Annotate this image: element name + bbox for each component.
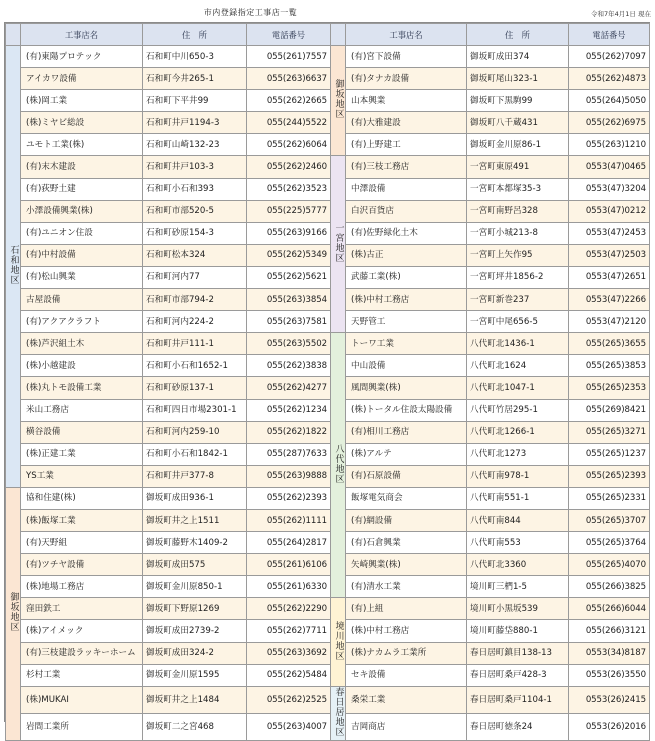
right-region-label [331, 333, 346, 598]
right-address: 八代町北3360 [467, 554, 569, 576]
left-phone: 055(262)5621 [247, 266, 331, 288]
left-contractor-name: (株)芦沢組土木 [21, 333, 143, 355]
region-name: 一宮地区 [333, 222, 344, 263]
left-phone: 055(263)3692 [247, 642, 331, 664]
left-contractor-name: 横谷設備 [21, 421, 143, 443]
region-name: 石和地区 [8, 244, 19, 285]
right-region-label [331, 686, 346, 740]
left-address: 御坂町下野原1269 [143, 598, 247, 620]
right-address: 御坂町八千蔵431 [467, 112, 569, 134]
right-address: 境川町藤垈880-1 [467, 620, 569, 642]
left-address: 石和町河内224-2 [143, 311, 247, 333]
right-contractor-name: 中澤設備 [346, 178, 467, 200]
left-address: 石和町山崎132-23 [143, 134, 247, 156]
right-address: 境川町小黒坂539 [467, 598, 569, 620]
right-phone: 055(266)6044 [569, 598, 650, 620]
left-tel-header: 電話番号 [247, 24, 331, 46]
right-phone: 055(265)3655 [569, 333, 650, 355]
table-row [6, 289, 650, 311]
table-header-row [6, 24, 650, 46]
right-addr-header: 住 所 [467, 24, 569, 46]
left-phone: 055(263)3854 [247, 289, 331, 311]
right-address: 八代町北1047-1 [467, 377, 569, 399]
left-address: 御坂町金川原850-1 [143, 576, 247, 598]
right-address: 春日居町桑戸428-3 [467, 664, 569, 686]
left-contractor-name: (株)MUKAI [21, 686, 143, 713]
right-address: 御坂町尾山323-1 [467, 68, 569, 90]
right-contractor-name: 白沢百貨店 [346, 200, 467, 222]
left-addr-header: 住 所 [143, 24, 247, 46]
right-phone: 0553(47)2266 [569, 289, 650, 311]
left-phone: 055(262)5484 [247, 664, 331, 686]
left-contractor-name: 古屋設備 [21, 289, 143, 311]
right-tel-header: 電話番号 [569, 24, 650, 46]
table-row [6, 266, 650, 288]
right-address: 一宮町中尾656-5 [467, 311, 569, 333]
table-body [6, 46, 650, 741]
right-phone: 055(266)3825 [569, 576, 650, 598]
right-contractor-name: 風間興業(株) [346, 377, 467, 399]
table-row [6, 576, 650, 598]
table-row [6, 311, 650, 333]
left-phone: 055(287)7633 [247, 443, 331, 465]
right-contractor-name: 中山設備 [346, 355, 467, 377]
table-row [6, 421, 650, 443]
right-contractor-name: (有)網設備 [346, 509, 467, 531]
left-region-header [6, 24, 21, 46]
table-row [6, 509, 650, 531]
left-contractor-name: (株)岡工業 [21, 90, 143, 112]
left-address: 石和町井戸103-3 [143, 156, 247, 178]
left-phone: 055(263)7581 [247, 311, 331, 333]
left-contractor-name: (有)ツチヤ設備 [21, 554, 143, 576]
table-row [6, 68, 650, 90]
right-address: 八代町北1273 [467, 443, 569, 465]
right-address: 春日居町桑戸1104-1 [467, 686, 569, 713]
right-address: 境川町三椚1-5 [467, 576, 569, 598]
left-address: 御坂町成田936-1 [143, 487, 247, 509]
left-contractor-name: (有)東陽プロテック [21, 46, 143, 68]
left-phone: 055(261)7557 [247, 46, 331, 68]
table-row [6, 134, 650, 156]
right-address: 一宮町東原491 [467, 156, 569, 178]
right-address: 一宮町本都塚35-3 [467, 178, 569, 200]
right-contractor-name: (有)佐野緑化土木 [346, 222, 467, 244]
table-row [6, 399, 650, 421]
left-address: 石和町下平井99 [143, 90, 247, 112]
left-contractor-name: ユモト工業(株) [21, 134, 143, 156]
left-phone: 055(262)2393 [247, 487, 331, 509]
right-address: 八代町北1624 [467, 355, 569, 377]
left-address: 石和町四日市場2301-1 [143, 399, 247, 421]
left-contractor-name: (有)三枝建設ラッキーホーム [21, 642, 143, 664]
left-phone: 055(263)4007 [247, 713, 331, 740]
left-phone: 055(262)2290 [247, 598, 331, 620]
left-contractor-name: 杉村工業 [21, 664, 143, 686]
left-contractor-name: YS工業 [21, 465, 143, 487]
table-row [6, 244, 650, 266]
right-contractor-name: 飯塚電気商会 [346, 487, 467, 509]
right-address: 春日居町鎮目138-13 [467, 642, 569, 664]
left-contractor-name: (株)飯塚工業 [21, 509, 143, 531]
left-contractor-name: (株)正建工業 [21, 443, 143, 465]
left-contractor-name: 協和住建(株) [21, 487, 143, 509]
right-phone: 0553(47)0465 [569, 156, 650, 178]
left-phone: 055(262)2665 [247, 90, 331, 112]
region-name: 御坂地区 [333, 79, 344, 120]
right-phone: 0553(26)2415 [569, 686, 650, 713]
right-contractor-name: 矢崎興業(株) [346, 554, 467, 576]
right-contractor-name: (有)宮下設備 [346, 46, 467, 68]
left-address: 石和町河内77 [143, 266, 247, 288]
left-address: 石和町河内259-10 [143, 421, 247, 443]
left-address: 御坂町井之上1511 [143, 509, 247, 531]
right-contractor-name: (株)ナカムラ工業所 [346, 642, 467, 664]
right-phone: 055(265)3853 [569, 355, 650, 377]
left-address: 石和町中川650-3 [143, 46, 247, 68]
right-address: 御坂町成田374 [467, 46, 569, 68]
left-contractor-name: (株)小越建設 [21, 355, 143, 377]
left-phone: 055(262)2525 [247, 686, 331, 713]
right-address: 八代町南844 [467, 509, 569, 531]
left-phone: 055(262)3523 [247, 178, 331, 200]
right-phone: 055(269)8421 [569, 399, 650, 421]
right-phone: 0553(47)3204 [569, 178, 650, 200]
right-address: 一宮町新巻237 [467, 289, 569, 311]
left-phone: 055(261)6106 [247, 554, 331, 576]
left-address: 御坂町成田2739-2 [143, 620, 247, 642]
right-contractor-name: 桑栄工業 [346, 686, 467, 713]
right-contractor-name: 山本興業 [346, 90, 467, 112]
table-row [6, 200, 650, 222]
left-phone: 055(263)9166 [247, 222, 331, 244]
right-phone: 055(262)6975 [569, 112, 650, 134]
left-phone: 055(263)6637 [247, 68, 331, 90]
left-address: 石和町井戸111-1 [143, 333, 247, 355]
table-row [6, 664, 650, 686]
right-contractor-name: (有)上野建工 [346, 134, 467, 156]
left-address: 御坂町藤野木1409-2 [143, 532, 247, 554]
right-phone: 055(262)4873 [569, 68, 650, 90]
right-phone: 055(263)1210 [569, 134, 650, 156]
left-contractor-name: (有)末木建設 [21, 156, 143, 178]
table-row [6, 465, 650, 487]
left-contractor-name: 米山工務店 [21, 399, 143, 421]
right-phone: 0553(47)2503 [569, 244, 650, 266]
right-phone: 0553(47)0212 [569, 200, 650, 222]
right-phone: 055(262)7097 [569, 46, 650, 68]
right-contractor-name: 天野管工 [346, 311, 467, 333]
right-phone: 0553(34)8187 [569, 642, 650, 664]
right-phone: 0553(47)2453 [569, 222, 650, 244]
table-row [6, 443, 650, 465]
left-address: 御坂町成田324-2 [143, 642, 247, 664]
left-address: 石和町小石和393 [143, 178, 247, 200]
left-phone: 055(264)2817 [247, 532, 331, 554]
left-phone: 055(262)5349 [247, 244, 331, 266]
table-row [6, 46, 650, 68]
left-address: 御坂町二之宮468 [143, 713, 247, 740]
right-region-label [331, 598, 346, 686]
left-address: 石和町今井265-1 [143, 68, 247, 90]
left-contractor-name: (株)丸トモ設備工業 [21, 377, 143, 399]
right-address: 一宮町小城213-8 [467, 222, 569, 244]
right-phone: 055(265)2353 [569, 377, 650, 399]
right-address: 八代町南551-1 [467, 487, 569, 509]
left-region-label [6, 46, 21, 488]
right-address: 八代町南978-1 [467, 465, 569, 487]
date-label: 令和7年4月1日 現在 [591, 10, 651, 18]
right-address: 八代町竹居295-1 [467, 399, 569, 421]
right-contractor-name: (株)アルテ [346, 443, 467, 465]
left-address: 石和町砂原154-3 [143, 222, 247, 244]
left-contractor-name: 岩間工業所 [21, 713, 143, 740]
table-row [6, 112, 650, 134]
left-contractor-name: (有)天野組 [21, 532, 143, 554]
right-phone: 055(266)3121 [569, 620, 650, 642]
left-phone: 055(262)3838 [247, 355, 331, 377]
table-row [6, 686, 650, 713]
left-contractor-name: (有)中村設備 [21, 244, 143, 266]
header-bar [18, 6, 483, 19]
left-address: 石和町井戸1194-3 [143, 112, 247, 134]
left-region-label [6, 487, 21, 740]
table-row [6, 377, 650, 399]
left-address: 石和町市部794-2 [143, 289, 247, 311]
left-address: 石和町小石和1652-1 [143, 355, 247, 377]
region-name: 境川地区 [333, 620, 344, 661]
table-row [6, 487, 650, 509]
right-contractor-name: (有)相川工務店 [346, 421, 467, 443]
right-phone: 055(265)3271 [569, 421, 650, 443]
table-row [6, 598, 650, 620]
right-contractor-name: (有)清水工業 [346, 576, 467, 598]
right-contractor-name: セキ設備 [346, 664, 467, 686]
left-contractor-name: (株)ミヤビ総設 [21, 112, 143, 134]
left-address: 石和町松本324 [143, 244, 247, 266]
right-contractor-name: (有)大雅建設 [346, 112, 467, 134]
right-contractor-name: トーワ工業 [346, 333, 467, 355]
right-contractor-name: (株)中村工務店 [346, 289, 467, 311]
right-contractor-name: (有)石原設備 [346, 465, 467, 487]
region-name: 御坂地区 [8, 592, 19, 633]
left-phone: 055(244)5522 [247, 112, 331, 134]
right-phone: 0553(26)3550 [569, 664, 650, 686]
table-row [6, 713, 650, 740]
left-phone: 055(225)5777 [247, 200, 331, 222]
right-phone: 055(265)1237 [569, 443, 650, 465]
left-phone: 055(262)1111 [247, 509, 331, 531]
right-contractor-name: (株)中村工務店 [346, 620, 467, 642]
right-contractor-name: (有)石倉興業 [346, 532, 467, 554]
right-contractor-name: 吉岡商店 [346, 713, 467, 740]
left-contractor-name: (株)アイメック [21, 620, 143, 642]
left-address: 御坂町成田575 [143, 554, 247, 576]
right-phone: 0553(26)2016 [569, 713, 650, 740]
right-phone: 0553(47)2120 [569, 311, 650, 333]
left-contractor-name: (有)ユニオン住設 [21, 222, 143, 244]
right-address: 春日居町徳条24 [467, 713, 569, 740]
left-phone: 055(261)6330 [247, 576, 331, 598]
left-contractor-name: 窪田鉄工 [21, 598, 143, 620]
table-row [6, 532, 650, 554]
left-phone: 055(262)2460 [247, 156, 331, 178]
table-row [6, 620, 650, 642]
page-title: 市内登録指定工事店一覧 [203, 8, 298, 17]
contractor-table [5, 23, 650, 741]
region-name: 春日居地区 [333, 686, 344, 737]
right-address: 八代町北1436-1 [467, 333, 569, 355]
left-phone: 055(262)6064 [247, 134, 331, 156]
right-contractor-name: (株)古正 [346, 244, 467, 266]
left-contractor-name: 小澤設備興業(株) [21, 200, 143, 222]
right-address: 八代町南553 [467, 532, 569, 554]
right-address: 一宮町上矢作95 [467, 244, 569, 266]
table-row [6, 222, 650, 244]
right-region-label [331, 156, 346, 333]
left-contractor-name: アイカワ設備 [21, 68, 143, 90]
left-address: 御坂町井之上1484 [143, 686, 247, 713]
right-phone: 0553(47)2651 [569, 266, 650, 288]
right-phone: 055(264)5050 [569, 90, 650, 112]
left-address: 石和町井戸377-8 [143, 465, 247, 487]
left-contractor-name: (有)松山興業 [21, 266, 143, 288]
right-address: 一宮町坪井1856-2 [467, 266, 569, 288]
table-row [6, 333, 650, 355]
left-address: 石和町小石和1842-1 [143, 443, 247, 465]
left-contractor-name: (有)荻野土建 [21, 178, 143, 200]
right-phone: 055(265)2393 [569, 465, 650, 487]
right-contractor-name: (有)上組 [346, 598, 467, 620]
right-phone: 055(265)2331 [569, 487, 650, 509]
table-row [6, 178, 650, 200]
left-phone: 055(262)7711 [247, 620, 331, 642]
table-row [6, 554, 650, 576]
region-name: 八代地区 [333, 443, 344, 484]
left-contractor-name: (有)アクアクラフト [21, 311, 143, 333]
table-row [6, 642, 650, 664]
right-name-header: 工事店名 [346, 24, 467, 46]
left-phone: 055(263)9888 [247, 465, 331, 487]
left-address: 御坂町金川原1595 [143, 664, 247, 686]
table-row [6, 156, 650, 178]
right-phone: 055(265)3707 [569, 509, 650, 531]
left-address: 石和町市部520-5 [143, 200, 247, 222]
right-contractor-name: (株)トータル住設太陽設備 [346, 399, 467, 421]
right-region-header [331, 24, 346, 46]
table-row [6, 90, 650, 112]
right-phone: 055(265)3764 [569, 532, 650, 554]
left-address: 石和町砂原137-1 [143, 377, 247, 399]
contractor-table-wrap [4, 22, 650, 737]
right-contractor-name: (有)タナカ設備 [346, 68, 467, 90]
right-address: 一宮町南野呂328 [467, 200, 569, 222]
right-contractor-name: 武藤工業(株) [346, 266, 467, 288]
right-region-label [331, 46, 346, 156]
left-phone: 055(263)5502 [247, 333, 331, 355]
right-contractor-name: (有)三枝工務店 [346, 156, 467, 178]
left-contractor-name: (株)地場工務店 [21, 576, 143, 598]
right-address: 御坂町下黒駒99 [467, 90, 569, 112]
left-phone: 055(262)1234 [247, 399, 331, 421]
right-address: 御坂町金川原86-1 [467, 134, 569, 156]
left-phone: 055(262)4277 [247, 377, 331, 399]
left-name-header: 工事店名 [21, 24, 143, 46]
right-phone: 055(265)4070 [569, 554, 650, 576]
table-row [6, 355, 650, 377]
left-phone: 055(262)1822 [247, 421, 331, 443]
right-address: 八代町北1266-1 [467, 421, 569, 443]
